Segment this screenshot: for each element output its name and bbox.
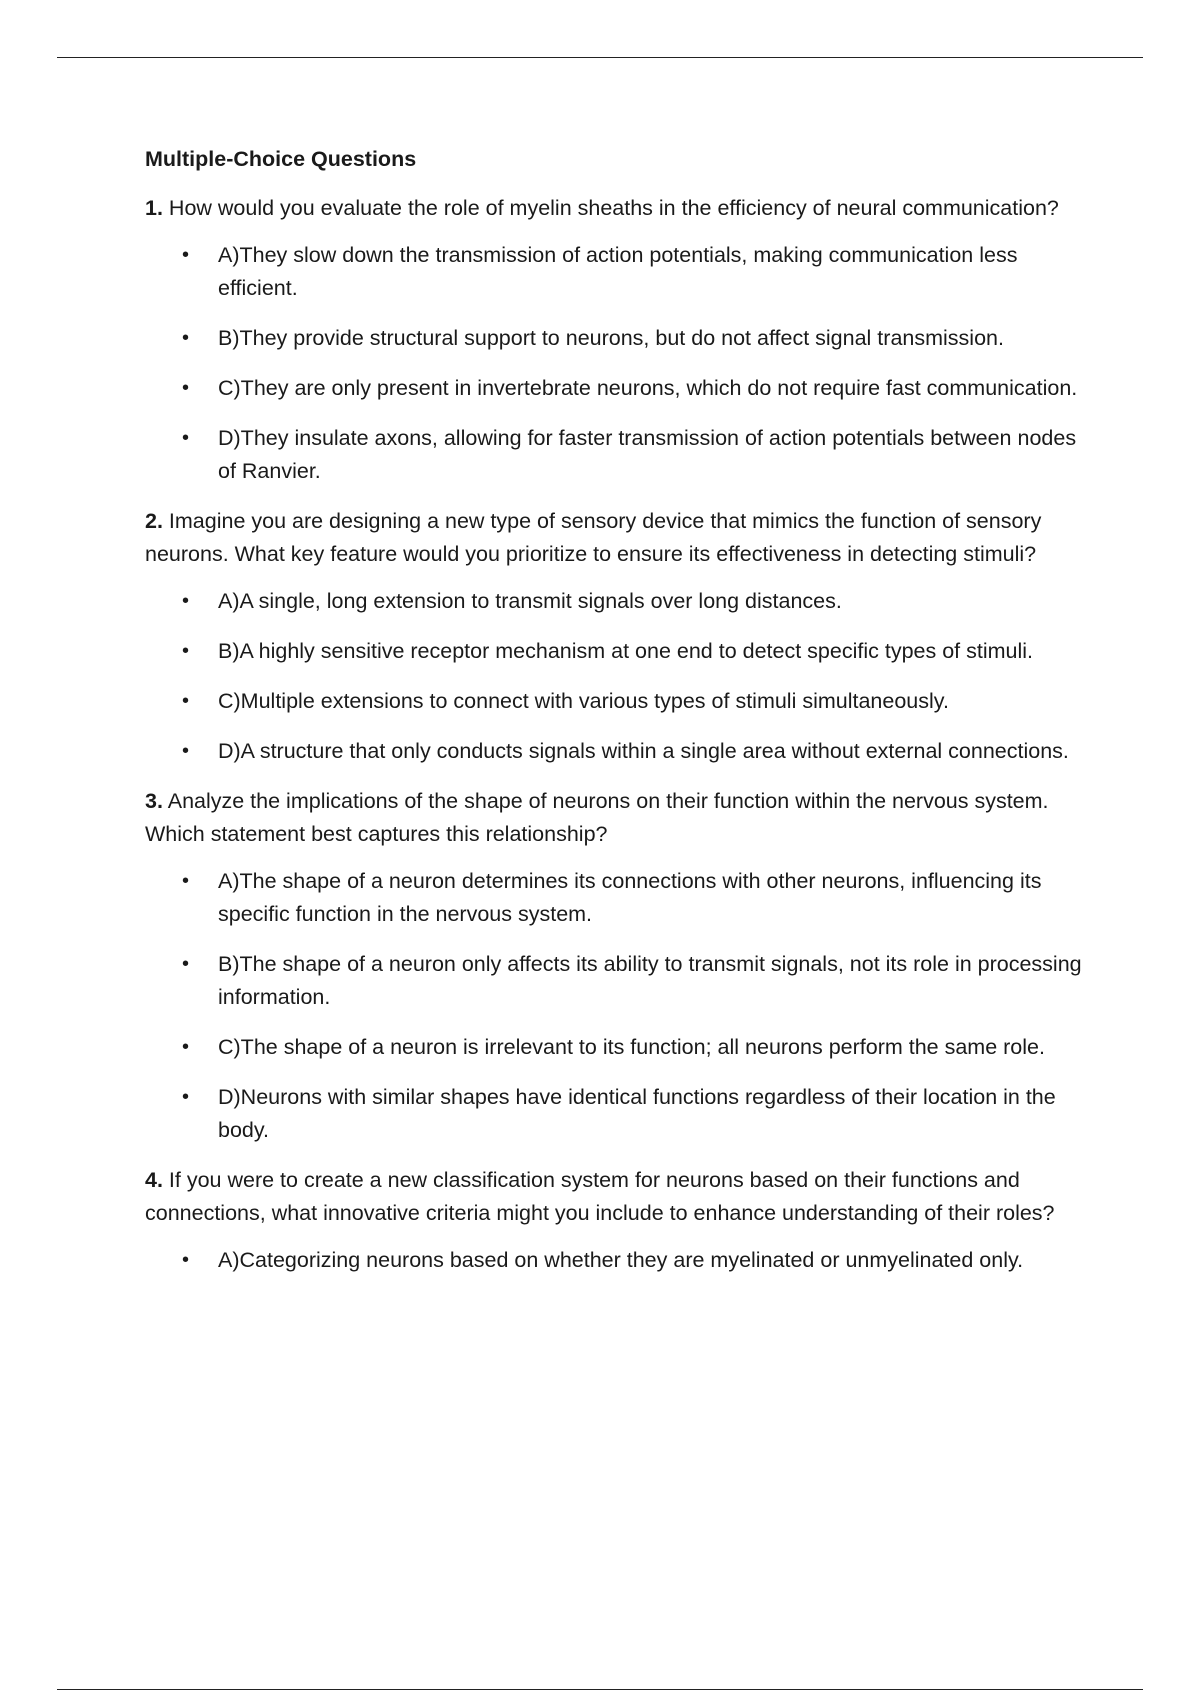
option-item — [145, 585, 1095, 618]
option-item — [145, 322, 1095, 355]
option-text: A)A single, long extension to transmit signals over long distances. — [218, 589, 842, 613]
bullet-icon: • — [182, 690, 190, 712]
bullet-icon: • — [182, 244, 190, 266]
option-list — [145, 1244, 1095, 1277]
question-number: 4. — [145, 1168, 163, 1192]
option-text: C)Multiple extensions to connect with various types of stimuli simultaneously. — [218, 689, 949, 713]
option-item — [145, 635, 1095, 668]
bullet-icon: • — [182, 1249, 190, 1271]
option-text: A)They slow down the transmission of action potentials, making communication less efficient. — [218, 243, 1018, 300]
option-item — [145, 239, 1095, 305]
option-item — [145, 948, 1095, 1014]
bullet-icon: • — [182, 377, 190, 399]
question-4 — [145, 1164, 1095, 1277]
bullet-icon: • — [182, 590, 190, 612]
question-prompt: Analyze the implications of the shape of neurons on their function within the nervous system. Which statement best captures this relationship? — [145, 789, 1049, 846]
option-item — [145, 1081, 1095, 1147]
header-rule — [57, 57, 1143, 58]
bullet-icon: • — [182, 327, 190, 349]
bullet-icon: • — [182, 740, 190, 762]
option-text: B)The shape of a neuron only affects its ability to transmit signals, not its role in processing information. — [218, 952, 1082, 1009]
question-number: 1. — [145, 196, 163, 220]
option-list — [145, 865, 1095, 1147]
option-text: A)Categorizing neurons based on whether they are myelinated or unmyelinated only. — [218, 1248, 1024, 1272]
option-text: C)The shape of a neuron is irrelevant to its function; all neurons perform the same role. — [218, 1035, 1045, 1059]
document-body — [145, 143, 1095, 1294]
question-text — [145, 192, 1095, 225]
option-list — [145, 239, 1095, 488]
question-number: 2. — [145, 509, 163, 533]
section-heading: Multiple-Choice Questions — [145, 147, 417, 171]
option-text: D)They insulate axons, allowing for faster transmission of action potentials between nodes of Ranvier. — [218, 426, 1077, 483]
option-list — [145, 585, 1095, 768]
bullet-icon: • — [182, 640, 190, 662]
question-text — [145, 1164, 1095, 1230]
question-1 — [145, 192, 1095, 488]
bullet-icon: • — [182, 953, 190, 975]
option-text: C)They are only present in invertebrate neurons, which do not require fast communication. — [218, 376, 1078, 400]
option-text: B)They provide structural support to neurons, but do not affect signal transmission. — [218, 326, 1004, 350]
bullet-icon: • — [182, 1086, 190, 1108]
option-item — [145, 1031, 1095, 1064]
footer-rule — [57, 1689, 1143, 1690]
question-text — [145, 505, 1095, 571]
option-item — [145, 865, 1095, 931]
option-text: B)A highly sensitive receptor mechanism at one end to detect specific types of stimuli. — [218, 639, 1034, 663]
option-text: D)Neurons with similar shapes have identical functions regardless of their location in the body. — [218, 1085, 1056, 1142]
question-text — [145, 785, 1095, 851]
question-3 — [145, 785, 1095, 1147]
question-number: 3. — [145, 789, 163, 813]
question-prompt: How would you evaluate the role of myelin sheaths in the efficiency of neural communication? — [162, 196, 1059, 220]
option-item — [145, 735, 1095, 768]
question-2 — [145, 505, 1095, 768]
option-text: D)A structure that only conducts signals within a single area without external connections. — [218, 739, 1069, 763]
option-item — [145, 685, 1095, 718]
question-prompt: If you were to create a new classification system for neurons based on their functions and connections, what innovative criteria might you include to enhance understanding of their roles? — [145, 1168, 1055, 1225]
option-item — [145, 372, 1095, 405]
option-item — [145, 422, 1095, 488]
bullet-icon: • — [182, 1036, 190, 1058]
bullet-icon: • — [182, 870, 190, 892]
question-prompt: Imagine you are designing a new type of sensory device that mimics the function of sensory neurons. What key feature would you prioritize to ensure its effectiveness in detecting stimuli? — [145, 509, 1042, 566]
bullet-icon: • — [182, 427, 190, 449]
option-item — [145, 1244, 1095, 1277]
option-text: A)The shape of a neuron determines its connections with other neurons, influencing its specific function in the nervous system. — [218, 869, 1042, 926]
